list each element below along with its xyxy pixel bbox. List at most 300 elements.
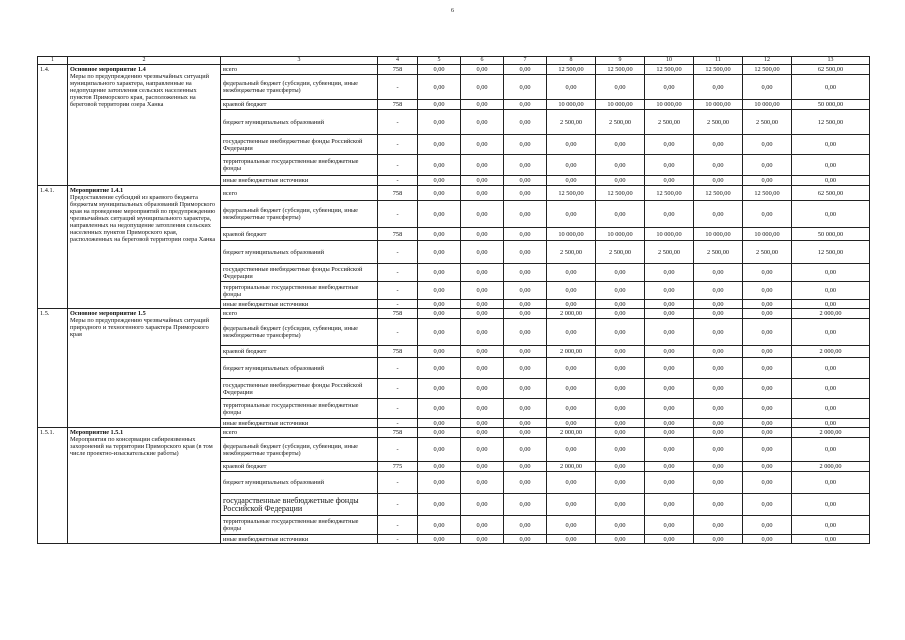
budget-code: -: [378, 535, 418, 544]
measure-cell: [68, 428, 221, 544]
value-cell: 0,00: [418, 346, 461, 358]
value-cell: 10 000,00: [694, 100, 743, 110]
value-cell: 0,00: [461, 65, 504, 75]
value-cell: 0,00: [504, 535, 547, 544]
value-cell: 0,00: [743, 494, 792, 516]
value-cell: 0,00: [743, 155, 792, 176]
value-cell: 0,00: [547, 264, 596, 282]
value-cell: 12 500,00: [694, 65, 743, 75]
measure-description: Меры по предупреждению чрезвычайных ситуаций муниципального характера, направленные на недопущение затопления сельских населенных пунктов Приморского края, расположенных на береговой территории озера Ханка: [70, 73, 209, 108]
value-cell: 0,00: [743, 379, 792, 399]
budget-code: 758: [378, 346, 418, 358]
value-cell: 0,00: [792, 282, 870, 300]
value-cell: 0,00: [504, 309, 547, 319]
value-cell: 2 500,00: [547, 110, 596, 135]
funding-source: федеральный бюджет (субсидии, субвенции, иные межбюджетные трансферты): [221, 201, 378, 228]
value-cell: 0,00: [547, 319, 596, 346]
page-number: 6: [451, 8, 454, 14]
value-cell: 0,00: [504, 494, 547, 516]
value-cell: 0,00: [418, 535, 461, 544]
funding-source: государственные внебюджетные фонды Российской Федерации: [221, 379, 378, 399]
value-cell: 0,00: [504, 241, 547, 264]
funding-source: бюджет муниципальных образований: [221, 358, 378, 379]
value-cell: 0,00: [461, 241, 504, 264]
value-cell: 0,00: [547, 75, 596, 100]
value-cell: 0,00: [504, 135, 547, 155]
value-cell: 2 000,00: [547, 428, 596, 438]
funding-source: иные внебюджетные источники: [221, 300, 378, 309]
budget-code: -: [378, 241, 418, 264]
value-cell: 2 000,00: [547, 346, 596, 358]
budget-code: -: [378, 75, 418, 100]
value-cell: 0,00: [418, 309, 461, 319]
value-cell: 0,00: [418, 65, 461, 75]
value-cell: 0,00: [418, 155, 461, 176]
value-cell: 0,00: [504, 419, 547, 428]
funding-source: краевой бюджет: [221, 346, 378, 358]
value-cell: 2 500,00: [645, 241, 694, 264]
measure-description: Предоставление субсидий из краевого бюджета бюджетам муниципальных образований Приморского края на проведение мероприятий по предупреждению чрезвычайных ситуаций муниципального характера, направленных на недопущение затопления сельских населенных пунктов Приморского края, расположенных на береговой территории озера Ханка: [70, 194, 216, 243]
budget-code: 758: [378, 186, 418, 201]
value-cell: 0,00: [694, 428, 743, 438]
header-cell: 13: [792, 57, 870, 65]
value-cell: 0,00: [504, 399, 547, 419]
value-cell: 0,00: [645, 346, 694, 358]
funding-source: территориальные государственные внебюджетные фонды: [221, 155, 378, 176]
budget-code: -: [378, 438, 418, 462]
value-cell: 2 500,00: [694, 241, 743, 264]
value-cell: 0,00: [743, 201, 792, 228]
value-cell: 0,00: [596, 428, 645, 438]
value-cell: 0,00: [461, 438, 504, 462]
budget-code: 758: [378, 428, 418, 438]
value-cell: 0,00: [418, 419, 461, 428]
budget-code: -: [378, 135, 418, 155]
value-cell: 12 500,00: [743, 186, 792, 201]
value-cell: 12 500,00: [645, 65, 694, 75]
value-cell: 0,00: [645, 379, 694, 399]
value-cell: 0,00: [694, 346, 743, 358]
value-cell: 0,00: [504, 346, 547, 358]
budget-code: -: [378, 419, 418, 428]
value-cell: 0,00: [461, 346, 504, 358]
value-cell: 0,00: [743, 346, 792, 358]
value-cell: 10 000,00: [694, 228, 743, 241]
value-cell: 0,00: [743, 300, 792, 309]
value-cell: 0,00: [645, 282, 694, 300]
value-cell: 10 000,00: [547, 228, 596, 241]
value-cell: 0,00: [504, 462, 547, 472]
value-cell: 0,00: [596, 75, 645, 100]
table-body: [38, 57, 870, 544]
value-cell: 0,00: [547, 438, 596, 462]
value-cell: 0,00: [504, 228, 547, 241]
value-cell: 12 500,00: [547, 65, 596, 75]
header-cell: 2: [68, 57, 221, 65]
value-cell: 0,00: [645, 472, 694, 494]
value-cell: 0,00: [596, 419, 645, 428]
value-cell: 0,00: [645, 300, 694, 309]
value-cell: 0,00: [547, 516, 596, 535]
value-cell: 2 000,00: [792, 462, 870, 472]
funding-source: иные внебюджетные источники: [221, 176, 378, 186]
value-cell: 0,00: [418, 241, 461, 264]
value-cell: 0,00: [694, 282, 743, 300]
value-cell: 0,00: [504, 75, 547, 100]
funding-source: краевой бюджет: [221, 100, 378, 110]
value-cell: 0,00: [461, 319, 504, 346]
value-cell: 62 500,00: [792, 65, 870, 75]
value-cell: 0,00: [792, 300, 870, 309]
header-cell: 5: [418, 57, 461, 65]
value-cell: 0,00: [743, 135, 792, 155]
value-cell: 0,00: [694, 462, 743, 472]
value-cell: 10 000,00: [596, 100, 645, 110]
budget-code: -: [378, 264, 418, 282]
value-cell: 0,00: [596, 399, 645, 419]
measure-number: 1.5.1.: [38, 428, 68, 544]
funding-source: всего: [221, 186, 378, 201]
budget-code: -: [378, 110, 418, 135]
budget-code: -: [378, 176, 418, 186]
value-cell: 2 000,00: [792, 346, 870, 358]
value-cell: 0,00: [504, 438, 547, 462]
value-cell: 0,00: [694, 399, 743, 419]
value-cell: 0,00: [418, 75, 461, 100]
value-cell: 2 000,00: [792, 309, 870, 319]
value-cell: 0,00: [504, 428, 547, 438]
value-cell: 0,00: [792, 135, 870, 155]
funding-source: бюджет муниципальных образований: [221, 110, 378, 135]
value-cell: 0,00: [743, 358, 792, 379]
value-cell: 12 500,00: [596, 65, 645, 75]
value-cell: 0,00: [743, 399, 792, 419]
value-cell: 10 000,00: [645, 228, 694, 241]
measure-cell: [68, 65, 221, 186]
value-cell: 0,00: [694, 379, 743, 399]
budget-table: [37, 56, 870, 544]
value-cell: 12 500,00: [547, 186, 596, 201]
value-cell: 0,00: [418, 399, 461, 419]
value-cell: 0,00: [596, 135, 645, 155]
value-cell: 0,00: [461, 228, 504, 241]
value-cell: 0,00: [547, 201, 596, 228]
value-cell: 0,00: [418, 135, 461, 155]
value-cell: 2 500,00: [694, 110, 743, 135]
value-cell: 0,00: [461, 100, 504, 110]
value-cell: 0,00: [547, 472, 596, 494]
value-cell: 0,00: [694, 300, 743, 309]
value-cell: 0,00: [792, 399, 870, 419]
value-cell: 0,00: [694, 264, 743, 282]
value-cell: 0,00: [418, 186, 461, 201]
value-cell: 0,00: [743, 472, 792, 494]
value-cell: 0,00: [694, 135, 743, 155]
value-cell: 0,00: [504, 300, 547, 309]
value-cell: 0,00: [694, 319, 743, 346]
value-cell: 0,00: [694, 438, 743, 462]
value-cell: 0,00: [461, 300, 504, 309]
header-row: [38, 57, 870, 65]
value-cell: 0,00: [743, 428, 792, 438]
value-cell: 0,00: [694, 494, 743, 516]
value-cell: 0,00: [792, 264, 870, 282]
funding-source: бюджет муниципальных образований: [221, 241, 378, 264]
funding-source: всего: [221, 309, 378, 319]
value-cell: 0,00: [461, 75, 504, 100]
table-row: [38, 186, 870, 201]
value-cell: 0,00: [461, 379, 504, 399]
value-cell: 0,00: [596, 264, 645, 282]
value-cell: 0,00: [596, 535, 645, 544]
funding-source: территориальные государственные внебюджетные фонды: [221, 516, 378, 535]
value-cell: 0,00: [504, 264, 547, 282]
header-cell: 12: [743, 57, 792, 65]
budget-code: -: [378, 155, 418, 176]
value-cell: 0,00: [418, 494, 461, 516]
value-cell: 0,00: [792, 75, 870, 100]
header-cell: 11: [694, 57, 743, 65]
header-cell: 4: [378, 57, 418, 65]
value-cell: 0,00: [504, 176, 547, 186]
value-cell: 0,00: [596, 346, 645, 358]
value-cell: 0,00: [743, 438, 792, 462]
value-cell: 0,00: [461, 135, 504, 155]
value-cell: 2 000,00: [547, 462, 596, 472]
value-cell: 12 500,00: [792, 110, 870, 135]
value-cell: 0,00: [743, 176, 792, 186]
measure-description: Мероприятия по консервации сибиреязвенных захоронений на территории Приморского края (в том числе проектно-изыскательские работы): [70, 436, 213, 457]
value-cell: 0,00: [418, 110, 461, 135]
value-cell: 10 000,00: [743, 100, 792, 110]
funding-source: федеральный бюджет (субсидии, субвенции, иные межбюджетные трансферты): [221, 75, 378, 100]
value-cell: 0,00: [418, 379, 461, 399]
value-cell: 0,00: [418, 100, 461, 110]
value-cell: 0,00: [504, 110, 547, 135]
value-cell: 0,00: [461, 399, 504, 419]
value-cell: 0,00: [461, 309, 504, 319]
value-cell: 2 500,00: [645, 110, 694, 135]
value-cell: 0,00: [792, 516, 870, 535]
value-cell: 0,00: [461, 176, 504, 186]
value-cell: 0,00: [645, 494, 694, 516]
value-cell: 0,00: [792, 419, 870, 428]
value-cell: 0,00: [504, 201, 547, 228]
budget-code: 758: [378, 309, 418, 319]
value-cell: 0,00: [504, 100, 547, 110]
value-cell: 12 500,00: [743, 65, 792, 75]
budget-code: -: [378, 494, 418, 516]
value-cell: 0,00: [418, 438, 461, 462]
measure-description: Меры по предупреждению чрезвычайных ситуаций природного и техногенного характера Приморского края: [70, 317, 209, 338]
value-cell: 0,00: [504, 516, 547, 535]
value-cell: 0,00: [694, 155, 743, 176]
value-cell: 12 500,00: [792, 241, 870, 264]
funding-source: всего: [221, 65, 378, 75]
value-cell: 0,00: [645, 399, 694, 419]
value-cell: 50 000,00: [792, 100, 870, 110]
value-cell: 0,00: [504, 379, 547, 399]
budget-code: -: [378, 379, 418, 399]
value-cell: 0,00: [418, 264, 461, 282]
value-cell: 0,00: [694, 309, 743, 319]
measure-title: Основное мероприятие 1.5: [70, 310, 146, 317]
value-cell: 0,00: [596, 201, 645, 228]
budget-code: -: [378, 300, 418, 309]
value-cell: 0,00: [461, 428, 504, 438]
value-cell: 0,00: [645, 419, 694, 428]
value-cell: 0,00: [596, 379, 645, 399]
value-cell: 0,00: [792, 358, 870, 379]
value-cell: 0,00: [694, 516, 743, 535]
value-cell: 2 500,00: [743, 241, 792, 264]
value-cell: 0,00: [792, 176, 870, 186]
value-cell: 0,00: [547, 358, 596, 379]
budget-code: -: [378, 399, 418, 419]
value-cell: 0,00: [596, 309, 645, 319]
value-cell: 0,00: [418, 462, 461, 472]
measure-number: 1.5.: [38, 309, 68, 428]
value-cell: 0,00: [792, 319, 870, 346]
value-cell: 0,00: [792, 379, 870, 399]
value-cell: 0,00: [418, 319, 461, 346]
measure-title: Мероприятие 1.5.1: [70, 429, 124, 436]
value-cell: 0,00: [461, 186, 504, 201]
value-cell: 0,00: [596, 176, 645, 186]
funding-source: федеральный бюджет (субсидии, субвенции, иные межбюджетные трансферты): [221, 438, 378, 462]
value-cell: 0,00: [645, 75, 694, 100]
value-cell: 2 500,00: [547, 241, 596, 264]
measure-number: 1.4.: [38, 65, 68, 186]
value-cell: 0,00: [792, 535, 870, 544]
value-cell: 2 000,00: [547, 309, 596, 319]
value-cell: 0,00: [547, 419, 596, 428]
value-cell: 0,00: [504, 282, 547, 300]
value-cell: 0,00: [743, 419, 792, 428]
value-cell: 0,00: [504, 65, 547, 75]
value-cell: 0,00: [694, 176, 743, 186]
value-cell: 0,00: [461, 110, 504, 135]
budget-code: -: [378, 358, 418, 379]
value-cell: 0,00: [694, 419, 743, 428]
value-cell: 0,00: [792, 438, 870, 462]
funding-source: бюджет муниципальных образований: [221, 472, 378, 494]
header-cell: 7: [504, 57, 547, 65]
value-cell: 0,00: [743, 319, 792, 346]
value-cell: 0,00: [461, 472, 504, 494]
value-cell: 0,00: [743, 309, 792, 319]
value-cell: 0,00: [743, 516, 792, 535]
value-cell: 0,00: [418, 358, 461, 379]
table-row: [38, 65, 870, 75]
value-cell: 0,00: [596, 472, 645, 494]
value-cell: 0,00: [596, 516, 645, 535]
value-cell: 2 500,00: [596, 241, 645, 264]
table-row: [38, 428, 870, 438]
value-cell: 0,00: [504, 472, 547, 494]
header-cell: 10: [645, 57, 694, 65]
measure-title: Основное мероприятие 1.4: [70, 66, 146, 73]
value-cell: 2 000,00: [792, 428, 870, 438]
value-cell: 0,00: [547, 399, 596, 419]
value-cell: 0,00: [596, 358, 645, 379]
value-cell: 0,00: [461, 516, 504, 535]
funding-source: территориальные государственные внебюджетные фонды: [221, 399, 378, 419]
value-cell: 0,00: [461, 282, 504, 300]
value-cell: 0,00: [504, 358, 547, 379]
value-cell: 0,00: [461, 358, 504, 379]
value-cell: 10 000,00: [596, 228, 645, 241]
value-cell: 10 000,00: [547, 100, 596, 110]
budget-code: 775: [378, 462, 418, 472]
budget-code: -: [378, 201, 418, 228]
value-cell: 0,00: [418, 176, 461, 186]
value-cell: 0,00: [504, 319, 547, 346]
value-cell: 0,00: [645, 535, 694, 544]
value-cell: 0,00: [792, 155, 870, 176]
value-cell: 0,00: [792, 494, 870, 516]
value-cell: 0,00: [596, 462, 645, 472]
value-cell: 62 500,00: [792, 186, 870, 201]
budget-code: 758: [378, 100, 418, 110]
value-cell: 0,00: [645, 438, 694, 462]
budget-code: -: [378, 472, 418, 494]
value-cell: 12 500,00: [694, 186, 743, 201]
value-cell: 0,00: [504, 155, 547, 176]
value-cell: 0,00: [547, 135, 596, 155]
value-cell: 0,00: [461, 535, 504, 544]
value-cell: 0,00: [792, 201, 870, 228]
value-cell: 0,00: [694, 201, 743, 228]
value-cell: 0,00: [418, 428, 461, 438]
value-cell: 0,00: [645, 135, 694, 155]
funding-source: государственные внебюджетные фонды Российской Федерации: [221, 135, 378, 155]
value-cell: 0,00: [596, 155, 645, 176]
value-cell: 0,00: [792, 472, 870, 494]
value-cell: 0,00: [547, 155, 596, 176]
value-cell: 0,00: [645, 428, 694, 438]
value-cell: 0,00: [418, 201, 461, 228]
header-cell: 3: [221, 57, 378, 65]
value-cell: 2 500,00: [596, 110, 645, 135]
value-cell: 0,00: [694, 75, 743, 100]
value-cell: 0,00: [596, 438, 645, 462]
value-cell: 0,00: [645, 309, 694, 319]
header-cell: 9: [596, 57, 645, 65]
measure-number: 1.4.1.: [38, 186, 68, 309]
value-cell: 0,00: [547, 176, 596, 186]
value-cell: 10 000,00: [743, 228, 792, 241]
value-cell: 0,00: [461, 155, 504, 176]
measure-cell: [68, 309, 221, 428]
value-cell: 0,00: [743, 75, 792, 100]
value-cell: 0,00: [547, 535, 596, 544]
funding-source: государственные внебюджетные фонды Российской Федерации: [221, 264, 378, 282]
value-cell: 0,00: [645, 358, 694, 379]
value-cell: 0,00: [743, 462, 792, 472]
funding-source: иные внебюджетные источники: [221, 535, 378, 544]
value-cell: 0,00: [418, 300, 461, 309]
value-cell: 0,00: [645, 516, 694, 535]
funding-source: краевой бюджет: [221, 228, 378, 241]
funding-source: всего: [221, 428, 378, 438]
value-cell: 12 500,00: [645, 186, 694, 201]
value-cell: 0,00: [461, 462, 504, 472]
funding-source: краевой бюджет: [221, 462, 378, 472]
value-cell: 0,00: [743, 535, 792, 544]
value-cell: 0,00: [645, 264, 694, 282]
table-row: [38, 309, 870, 319]
